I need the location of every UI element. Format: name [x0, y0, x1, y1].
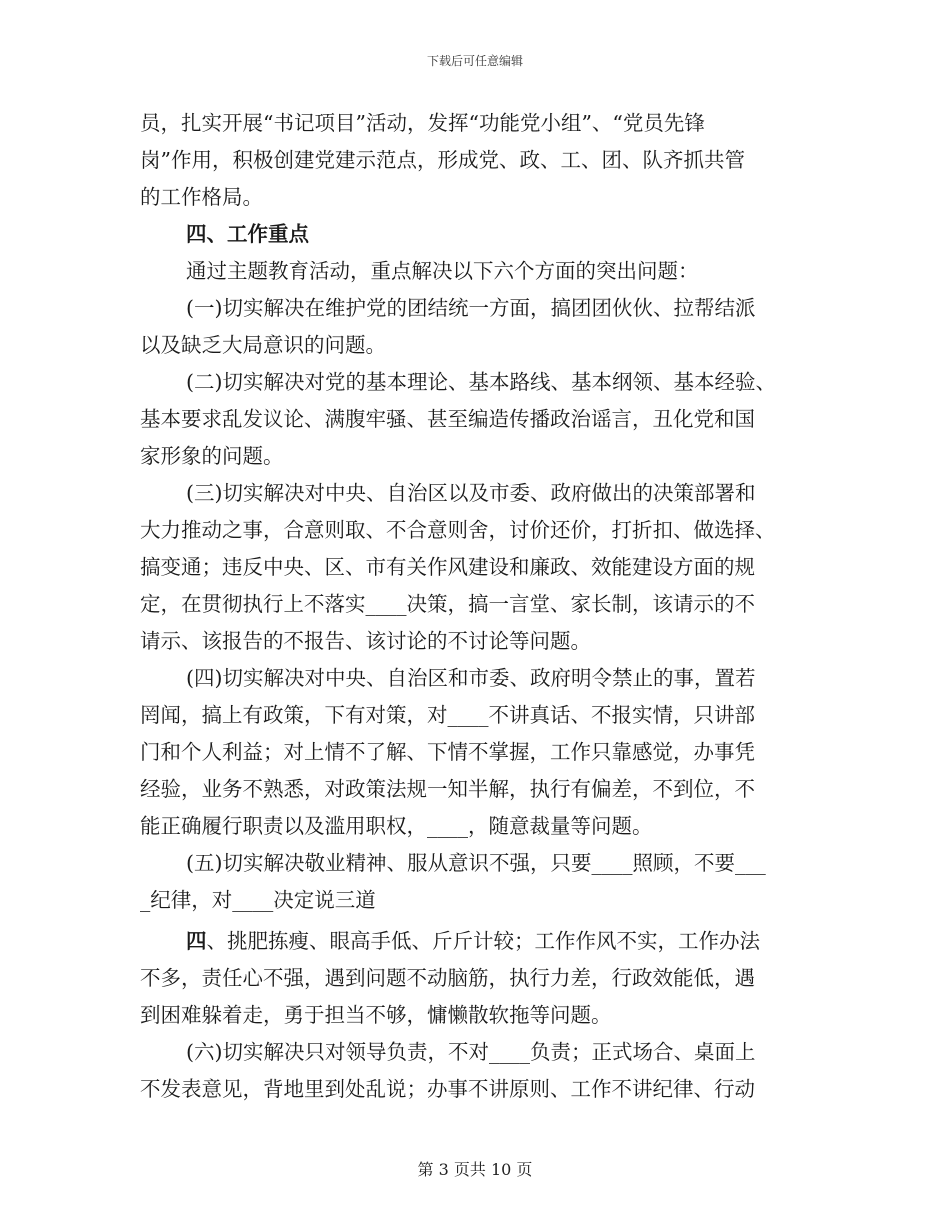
text-line: 经验，业务不熟悉，对政策法规一知半解，执行有偏差，不到位，不	[140, 777, 755, 801]
page-header: 下载后可任意编辑	[426, 54, 523, 68]
text-line: (三)切实解决对中央、自治区以及市委、政府做出的决策部署和	[186, 481, 756, 505]
text-line: 大力推动之事，合意则取、不合意则舍，讨价还价，打折扣、做选择、	[140, 518, 776, 542]
text-line: (六)切实解决只对领导负责，不对____负责；正式场合、桌面上	[186, 1040, 756, 1064]
section-heading: 四、工作重点	[186, 222, 309, 246]
text-line	[140, 923, 820, 960]
text-line: (四)切实解决对中央、自治区和市委、政府明令禁止的事，置若	[186, 666, 756, 690]
text-line: _纪律，对____决定说三道	[140, 888, 376, 912]
text-line: 门和个人利益；对上情不了解、下情不掌握，工作只靠感觉，办事凭	[140, 740, 755, 764]
text-line: 员，扎实开展“书记项目”活动，发挥“功能党小组”、“党员先锋	[140, 111, 705, 135]
text-line: 岗”作用，积极创建党建示范点，形成党、政、工、团、队齐抓共管	[140, 148, 745, 172]
text-line: (一)切实解决在维护党的团结统一方面，搞团团伙伙、拉帮结派	[186, 296, 756, 320]
text-line: 的工作格局。	[140, 185, 263, 209]
page-footer: 第 3 页共 10 页	[417, 1160, 533, 1179]
text-line: 家形象的问题。	[140, 444, 284, 468]
bold-fragment: 四	[186, 929, 207, 953]
text-line: 通过主题教育活动，重点解决以下六个方面的突出问题：	[186, 259, 699, 283]
text-line: (五)切实解决敬业精神、服从意识不强，只要____照顾，不要___	[186, 851, 766, 875]
text-line: 请示、该报告的不报告、该讨论的不讨论等问题。	[140, 629, 591, 653]
text-line: 基本要求乱发议论、满腹牢骚、甚至编造传播政治谣言，丑化党和国	[140, 407, 755, 431]
text-line: 能正确履行职责以及滥用职权，____，随意裁量等问题。	[140, 814, 653, 838]
text-line: 罔闻，搞上有政策，下有对策，对____不讲真话、不报实情，只讲部	[140, 703, 755, 727]
text-line: 定，在贯彻执行上不落实____决策，搞一言堂、家长制，该请示的不	[140, 592, 755, 616]
text-line: 不发表意见，背地里到处乱说；办事不讲原则、工作不讲纪律、行动	[140, 1077, 755, 1101]
text-line: 不多，责任心不强，遇到问题不动脑筋，执行力差，行政效能低，遇	[140, 966, 755, 990]
text-line: 搞变通；违反中央、区、市有关作风建设和廉政、效能建设方面的规	[140, 555, 755, 579]
text-line: (二)切实解决对党的基本理论、基本路线、基本纲领、基本经验、	[186, 370, 776, 394]
text-line: 到困难躲着走，勇于担当不够，慵懒散软拖等问题。	[140, 1003, 612, 1027]
text-line: 以及缺乏大局意识的问题。	[140, 333, 386, 357]
document-body	[140, 105, 820, 1108]
text-fragment: 、挑肥拣瘦、眼高手低、斤斤计较；工作作风不实，工作办法	[206, 929, 760, 953]
